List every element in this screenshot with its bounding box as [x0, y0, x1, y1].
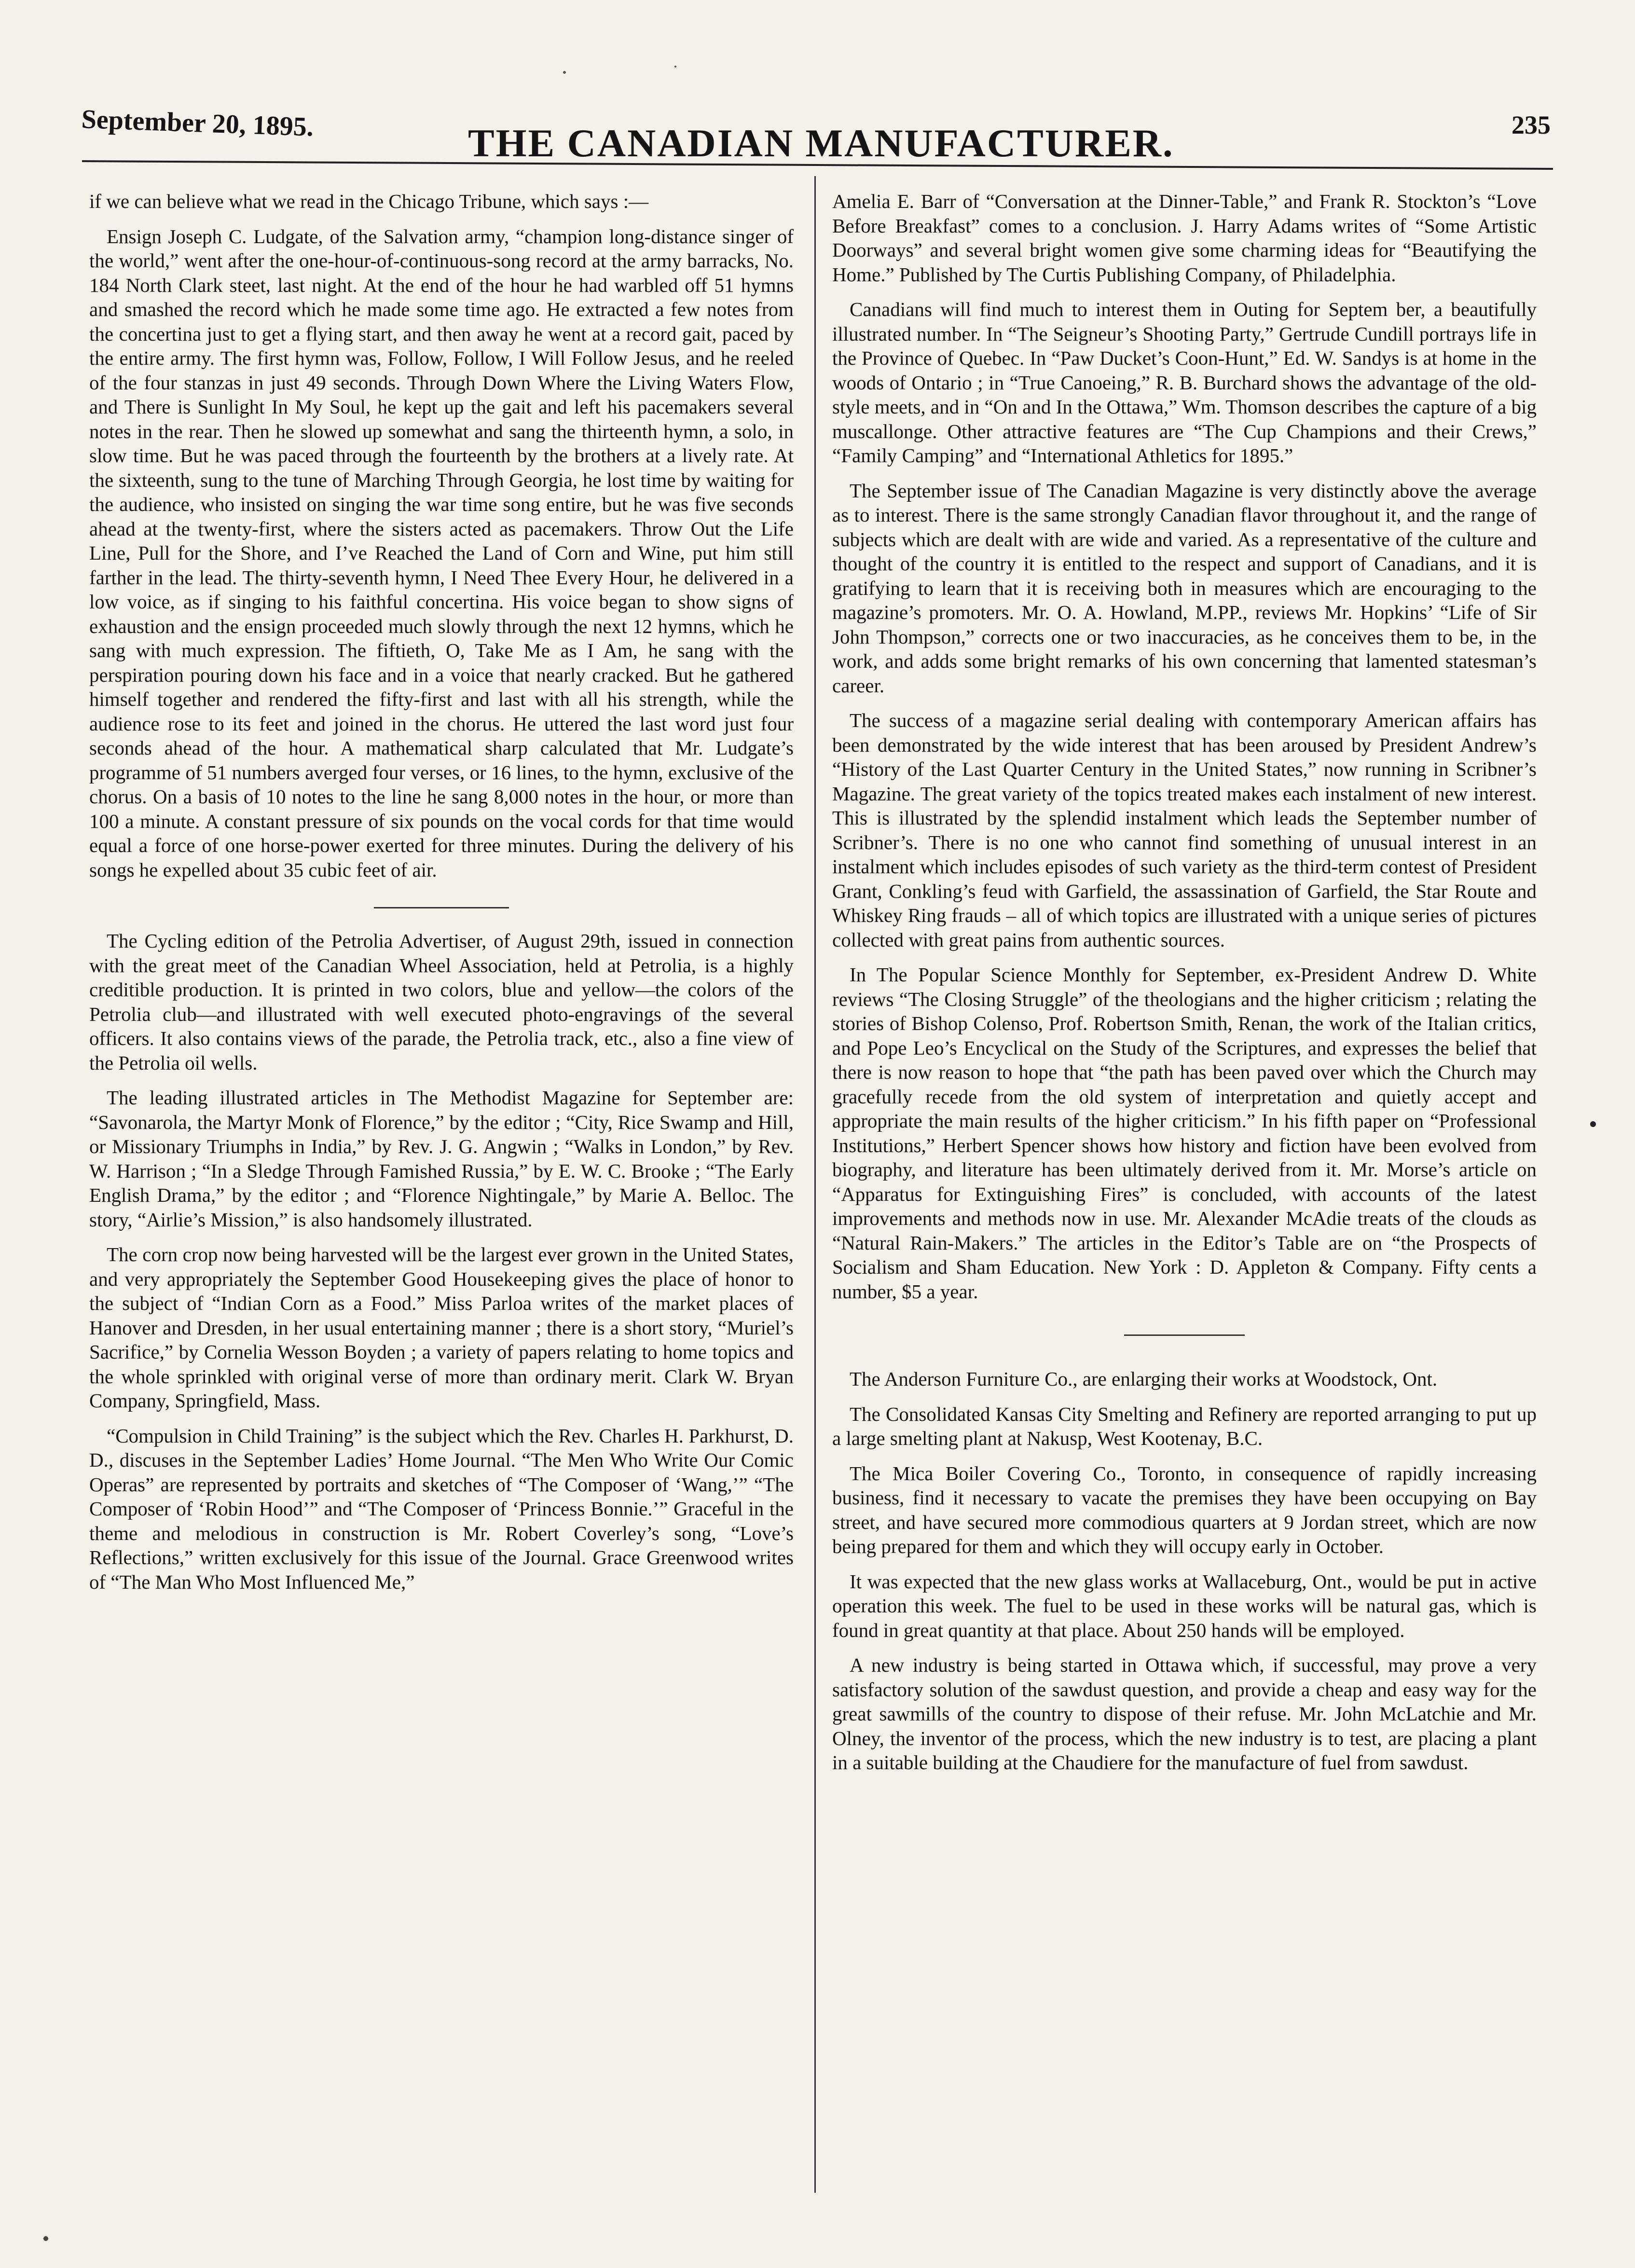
masthead-title: THE CANADIAN MANUFACTURER. [468, 121, 1174, 165]
kansas-smelting-paragraph: The Consolidated Kansas City Smelting and Refinery are reported arranging to put up a large smelting plant at Nakusp, West Kootenay, B.C. [832, 1402, 1537, 1449]
print-speck [1590, 1121, 1596, 1127]
anderson-furniture-paragraph: The Anderson Furniture Co., are enlarging their works at Woodstock, Ont. [850, 1368, 1438, 1390]
outing-paragraph: Canadians will find much to interest them in Outing for Septem ber, a beautifully illustrated number. In “The Seigneur’s Shooting Party,” Gertrude Cundill portrays life in the Province of Quebec. In “Paw Ducket’s Coon-Hunt,” Ed. W. Sandys is at home in the woods of Ontario ; in “True Canoeing,” R. B. Burchard shows the advantage of the old-style meets, and in “On and In the Ottawa,” Wm. Thomson describes the capture of a big muscallonge. Other attractive features are “The Cup Champions and their Crews,” “Family Camping” and “International Athletics for 1895.” [832, 298, 1537, 467]
glass-works-paragraph: It was expected that the new glass works at Wallaceburg, Ont., would be put in active operation this week. The fuel to be used in these works will be natural gas, which is found in great quantity at that place. About 250 hands will be employed. [832, 1570, 1537, 1641]
petrolia-paragraph: The Cycling edition of the Petrolia Advertiser, of August 29th, issued in connection with the great meet of the Canadian Wheel Association, held at Petrolia, is a highly creditible production. It is printed in two colors, blue and yellow—the colors of the Petrolia club—and illustrated with well executed photo-engravings of the several officers. It also contains views of the parade, the Petrolia track, etc., also a fine view of the Petrolia oil wells. [89, 930, 794, 1074]
good-housekeeping-paragraph: The corn crop now being harvested will be the largest ever grown in the United States, and very appropriately the September Good Housekeeping gives the place of honor to the subject of “Indian Corn as a Food.” Miss Parloa writes of the market places of Hanover and Dresden, in her usual entertaining manner ; there is a short story, “Muriel’s Sacrifice,” by Cornelia Wesson Boyden ; a variety of papers relating to home topics and the whole sprinkled with original verse of more than ordinary merit. Clark W. Bryan Company, Springfield, Mass. [89, 1243, 794, 1412]
print-speck [674, 66, 676, 68]
print-speck [43, 2236, 48, 2241]
ladies-home-journal-paragraph: “Compulsion in Child Training” is the subject which the Rev. Charles H. Parkhurst, D. D., discuses in the September Ladies’ Home Journal. “The Men Who Write Our Comic Operas” are represented by portraits and sketches of “The Composer of ‘Wang,’” “The Composer of ‘Robin Hood’” and “The Composer of ‘Princess Bonnie.’” Graceful in the theme and melodious in construction is Mr. Robert Coverley’s song, “Love’s Reflections,” written exclusively for this issue of the Journal. Grace Greenwood writes of “The Man Who Most Influenced Me,” [89, 1424, 794, 1593]
issue-date: September 20, 1895. [81, 104, 314, 142]
ladies-home-journal-continued: Amelia E. Barr of “Conversation at the Dinner-Table,” and Frank R. Stockton’s “Love Before Breakfast” comes to a conclusion. J. Harry Adams writes of “Some Artistic Doorways” and several bright women give some charming ideas for “Beautifying the Home.” Published by The Curtis Publishing Company, of Philadelphia. [832, 190, 1537, 286]
print-speck [563, 71, 566, 74]
mica-boiler-paragraph: The Mica Boiler Covering Co., Toronto, in consequence of rapidly increasing business, find it necessary to vacate the premises they have been occupying on Bay street, and have secured more commodious quarters at 9 Jordan street, which are now being prepared for them and which they will occupy early in October. [832, 1462, 1537, 1557]
intro-paragraph: if we can believe what we read in the Chicago Tribune, which says :— [89, 190, 649, 212]
ludgate-article: Ensign Joseph C. Ludgate, of the Salvation army, “champion long-distance singer of the world,” went after the one-hour-of-continuous-song record at the army barracks, No. 184 North Clark steet, last night. At the end of the hour he had warbled off 51 hymns and smashed the record which he made some time ago. He extracted a few notes from the concertina just to get a flying start, and then away he went at a record gait, paced by the entire army. The first hymn was, Follow, Follow, I Will Follow Jesus, and he reeled of the four stanzas in just 49 seconds. Through Down Where the Living Waters Flow, and There is Sunlight In My Soul, he kept up the gait and left his pacemakers several notes in the rear. Then he slowed up somewhat and sang the thirteenth hymn, a solo, in slow time. But he was paced through the fourteenth by the brothers at a lively rate. At the sixteenth, sung to the tune of Marching Through Georgia, he lost time by waiting for the audience, who insisted on singing the war time song entire, but he was five seconds ahead at the twenty-first, where the sisters acted as pacemakers. Throw Out the Life Line, Pull for the Shore, and I’ve Reached the Land of Corn and Wine, put him still farther in the lead. The thirty-seventh hymn, I Need Thee Every Hour, he delivered in a low voice, as if singing to his faithful concertina. His voice began to show signs of exhaustion and the ensign proceeded much slowly through the next 12 hymns, which he sang with much expression. The fiftieth, O, Take Me as I Am, he sang with the perspiration pouring down his face and in a voice that nearly cracked. But he gathered himself together and rendered the fifty-first and last with all his strength, while the audience rose to its feet and joined in the chorus. He uttered the last word just four seconds ahead of the hour. A mathematical sharp calculated that Mr. Ludgate’s programme of 51 numbers averged four verses, or 16 lines, to the hymn, exclusive of the chorus. On a basis of 10 notes to the line he sang 8,000 notes in the hour, or more than 100 a minute. A constant pressure of six pounds on the vocal cords for that time would equal a force of one horse-power exerted for three minutes. During the delivery of his songs he expelled about 35 cubic feet of air. [89, 225, 794, 881]
popular-science-paragraph: In The Popular Science Monthly for September, ex-President Andrew D. White reviews “The Closing Struggle” of the theologians and the higher criticism ; relating the stories of Bishop Colenso, Prof. Robertson Smith, Renan, the work of the Italian critics, and Pope Leo’s Encyclical on the Study of the Scriptures, and expresses the belief that there is now reason to hope that “the path has been paved over which the Church may gracefully recede from the old system of interpretation and quietly accept and appropriate the main results of the higher criticism.” In his fifth paper on “Professional Institutions,” Herbert Spencer shows how history and fiction have been evolved from biography, and literature has been ultimately derived from it. Mr. Morse’s article on “Apparatus for Extinguishing Fires” is concluded, with accounts of the latest improvements and methods now in use. Mr. Alexander McAdie treats of the clouds as “Natural Rain-Makers.” The articles in the Editor’s Table are on “the Prospects of Socialism and Sham Education. New York : D. Appleton & Company. Fifty cents a number, $5 a year. [832, 963, 1537, 1303]
methodist-magazine-paragraph: The leading illustrated articles in The Methodist Magazine for September are: “Savonarola, the Martyr Monk of Florence,” by the editor ; “City, Rice Swamp and Hill, or Missionary Triumphs in India,” by Rev. J. G. Angwin ; “Walks in London,” by Rev. W. Harrison ; “In a Sledge Through Famished Russia,” by E. W. C. Brooke ; “The Early English Drama,” by the editor ; and “Florence Nightingale,” by Marie A. Belloc. The story, “Airlie’s Mission,” is also handsomely illustrated. [89, 1086, 794, 1231]
scribners-paragraph: The success of a magazine serial dealing with contemporary American affairs has been demonstrated by the wide interest that has been aroused by President Andrew’s “History of the Last Quarter Century in the United States,” now running in Scribner’s Magazine. The great variety of the topics treated makes each instalment of new interest. This is illustrated by the splendid instalment which leads the September number of Scribner’s. There is no one who cannot find something of unusual interest in an instalment which includes episodes of such variety as the third-term contest of President Grant, Conkling’s feud with Garfield, the assassination of Garfield, the Star Route and Whiskey Ring frauds – all of which topics are illustrated with a unique series of pictures collected with great pains from authentic sources. [832, 709, 1537, 951]
sawdust-industry-paragraph: A new industry is being started in Ottawa which, if successful, may prove a very satisfactory solution of the sawdust question, and provide a cheap and easy way for the great sawmills of the country to dispose of their refuse. Mr. John McLatchie and Mr. Olney, the inventor of the process, which the new industry is to test, are placing a plant in a suitable building at the Chaudiere for the manufacture of fuel from sawdust. [832, 1654, 1537, 1773]
page-number: 235 [1511, 110, 1551, 139]
canadian-magazine-paragraph: The September issue of The Canadian Magazine is very distinctly above the average as to interest. There is the same strongly Canadian flavor throughout it, and the range of subjects which are dealt with are wide and varied. As a representative of the culture and thought of the country it is entitled to the respect and support of Canadians, and it is gratifying to learn that it is receiving both in measures which are encouraging to the magazine’s promoters. Mr. O. A. Howland, M.PP., reviews Mr. Hopkins’ “Life of Sir John Thompson,” corrects one or two inaccuracies, as he conceives them to be, in the work, and adds some bright remarks of his own concerning that lamented statesman’s career. [832, 479, 1537, 697]
